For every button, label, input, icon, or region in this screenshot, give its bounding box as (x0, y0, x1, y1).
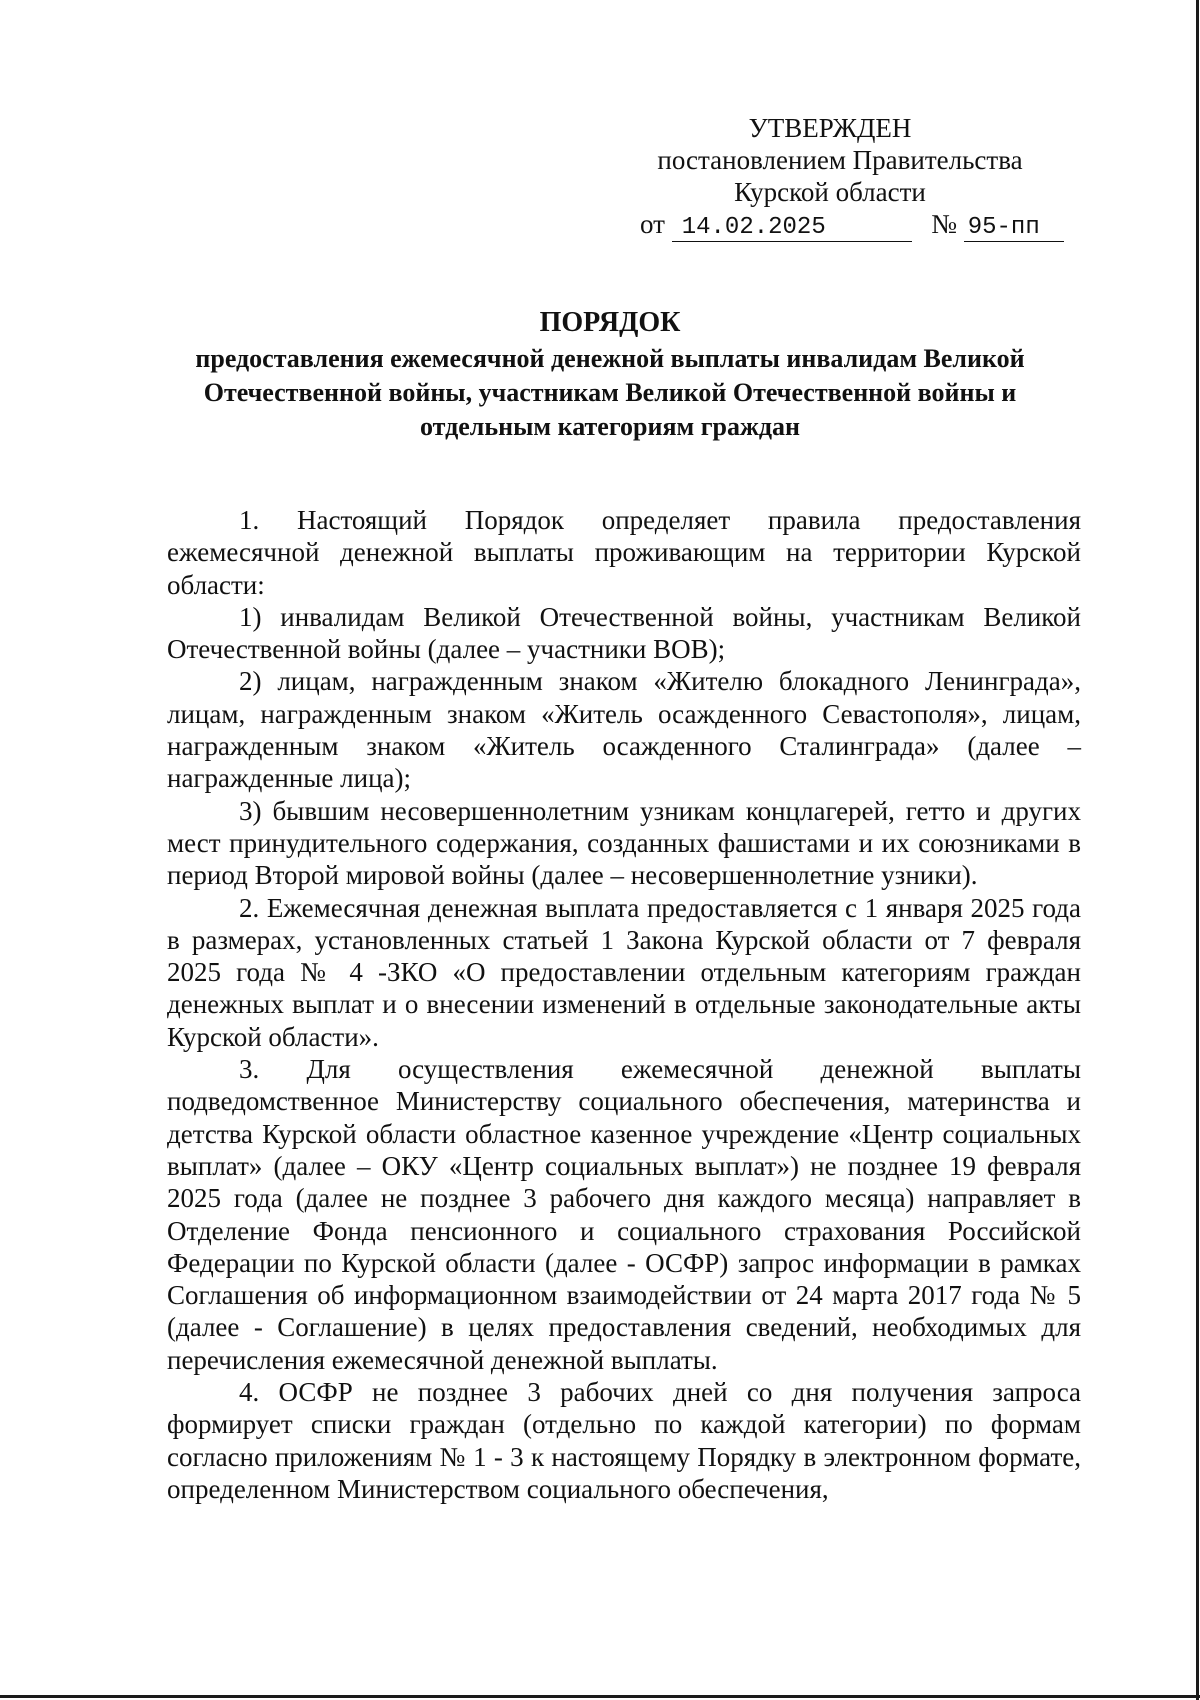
approval-date-line (640, 208, 1080, 242)
paragraph-1-item-2: 2) лицам, награжденным знаком «Жителю блокадного Ленинграда», лицам, награжденным знаком «Житель осажденного Севастополя», лицам, награжденным знаком «Житель осажденного Сталинграда» (далее – награжденные лица); (167, 666, 1081, 794)
paragraph-4: 4. ОСФР не позднее 3 рабочих дней со дня получения запроса формирует списки граждан (отдельно по каждой категории) по формам согласно приложениям № 1 - 3 к настоящему Порядку в электронном формате, определенном Министерством социального обеспечения, (167, 1377, 1081, 1504)
title-main: ПОРЯДОК (539, 307, 681, 338)
paragraph-1: 1. Настоящий Порядок определяет правила предоставления ежемесячной денежной выплаты проживающим на территории Курской области: (167, 505, 1081, 600)
scan-border-right (1196, 0, 1199, 1700)
approval-line-2: Курской области (734, 177, 926, 207)
paragraph-1-item-1: 1) инвалидам Великой Отечественной войны, участникам Великой Отечественной войны (далее – участники ВОВ); (167, 601, 1081, 665)
paragraph-3: 3. Для осуществления ежемесячной денежной выплаты подведомственное Министерству социального обеспечения, материнства и детства Курской области областное казенное учреждение «Центр социальных выплат» (далее – ОКУ «Центр социальных выплат») не позднее 19 февраля 2025 года (далее не позднее 3 рабочего дня каждого месяца) направляет в Отделение Фонда пенсионного и социального страхования Российской Федерации по Курской области (далее - ОСФР) запрос информации в рамках Соглашения об информационном взаимодействии от 24 марта 2017 года № 5 (далее - Соглашение) в целях предоставления сведений, необходимых для перечисления ежемесячной денежной выплаты. (167, 1054, 1081, 1375)
approval-number: 95-пп (964, 215, 1064, 242)
paragraph-2: 2. Ежемесячная денежная выплата предоставляется с 1 января 2025 года в размерах, установленных статьей 1 Закона Курской области от 7 февраля 2025 года № 4 -ЗКО «О предоставлении отдельным категориям граждан денежных выплат и о внесении изменений в отдельные законодательные акты Курской области». (167, 892, 1081, 1052)
number-prefix: № (931, 209, 957, 239)
scan-border-bottom (0, 1695, 1200, 1698)
date-prefix: от (640, 209, 665, 239)
approval-line-1: постановлением Правительства (657, 145, 1023, 175)
approval-date: 14.02.2025 (672, 215, 912, 242)
title-subtitle: предоставления ежемесячной денежной выплаты инвалидам Великой Отечественной войны, участникам Великой Отечественной войны и отдельным категориям граждан (195, 344, 1025, 441)
paragraph-1-item-3: 3) бывшим несовершеннолетним узникам концлагерей, гетто и других мест принудительного содержания, созданных фашистами и их союзниками в период Второй мировой войны (далее – несовершеннолетние узники). (167, 795, 1081, 891)
approval-heading: УТВЕРЖДЕН (748, 113, 912, 143)
document-body (167, 504, 1081, 1505)
approval-stamp (640, 112, 1080, 242)
document-title (160, 306, 1060, 444)
